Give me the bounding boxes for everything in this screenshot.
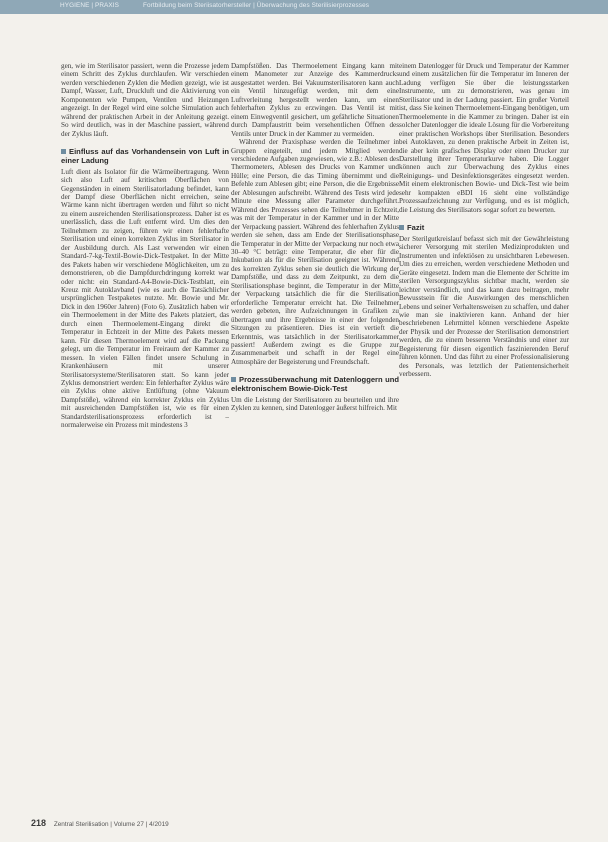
header-bar [0, 0, 608, 14]
section-heading-text: Fazit [407, 223, 425, 233]
section-heading [61, 148, 229, 166]
section-heading [231, 376, 399, 394]
text-column-3 [399, 62, 569, 379]
heading-square-icon [61, 149, 66, 154]
body-paragraph: Dampfstößen. Das Thermoelement Eingang kann mit einem Manometer zur Anzeige des Kammerdrucks ausgestattet werden. Bei Vakuumsterilisatoren kann auch ein Ventil hinzugefügt werden, mit dem eine Luftverleitung hergestellt werden kann, um einen fehlerhaften Zyklus zu erzwingen. Das Ventil ist mit einem Einwegventil gesichert, um gefährliche Situationen durch Dampfaustritt beim versehentlichen Öffnen des Ventils unter Druck in der Kammer zu vermeiden. [231, 62, 399, 138]
journal-reference: Zentral Sterilisation | Volume 27 | 4/2019 [53, 821, 169, 828]
section-heading-text: Einfluss auf das Vorhandensein von Luft in einer Ladung [61, 147, 229, 165]
section-heading [399, 224, 569, 233]
text-column-1 [61, 62, 229, 430]
header-section-label: HYGIENE | PRAXIS [60, 2, 120, 9]
page-number: 218 [31, 818, 47, 828]
body-paragraph: einem Datenlogger für Druck und Temperatur der Kammer und einem zusätzlichen für die Temperatur im Inneren der Ladung verfügen Sie über die leistungsstarken Instrumente, um zu demonstrieren, was genau im Sterilisator und in der Ladung passiert. Ein großer Vorteil ist, dass Sie keinen Thermoelement-Eingang benötigen, um Thermoelemente in die Kammer zu bringen. Daher ist ein solcher Datenlogger die ideale Lösung für die Vorbereitung einer praktischen Workshops über Sterilisation. Besonders bei Autoklaven, zu denen praktische Arbeit in Zeiten ist, die aber kein grafisches Display oder einen Drucker zur Darstellung ihrer Temperaturkurve haben. Die Logger können auch zur Überwachung des Zyklus eines Reinigungs- und Desinfektionsgerätes eingesetzt werden. Mit einem elektronischen Bowie- und Dick-Test wie beim sehr kompakten eBDI 16 sieht eine vollständige Prozessaufzeichnung zur Verfügung, und es ist möglich, die Leistung des Sterilisators sogar sofort zu bewerten. [399, 62, 570, 214]
body-paragraph: Luft dient als Isolator für die Wärmeübertragung. Wenn sich also Luft auf kritischen Oberflächen von Gegenständen in einem Sterilisatorladung befindet, kann der Dampf diese Oberflächen nicht erreichen, seine Wärme kann nicht übertragen werden und führt so nicht zu einem ausreichenden Sterilisationsprozess. Daher ist es unerlässlich, dass die Luft entfernt wird. Um dies den Teilnehmern zu zeigen, führen wir einen fehlerhafte Sterilisation und einen korrekten Zyklus im Sterilisator in der Ausbildung durch. Als Last verwenden wir einen Standard-7-kg-Textil-Bowie-Dick-Testpaket. In der Mitte des Pakets haben wir verschiedene Möglichkeiten, um zu demonstrieren, ob die Dampfdurchdringung korrekt war oder nicht: ein Standard-A4-Bowie-Dick-Testblatt, ein Kreuz mit Autoklavband (wie es auch die Tatsächlicher ursprünglichen Testpaketes nutzte. Mr. Bowie und Mr. Dick in den 1960er Jahren) (Foto 6). Zusätzlich haben wir ein Thermoelement in der Mitte des Pakets platziert, das durch einen Thermoelement-Eingang direkt die Temperatur in Echtzeit in der Mitte des Pakets messen kann. Für diesen Thermoelement wird auf die Packung gelegt, um die Temperatur im Freiraum der Kammer zu messen. In vielen Fällen findet unsere Schulung in Krankenhäusern mit unserer Sterilisatorsysteme/Sterilisatoren statt. So kann jeder Zyklus demonstriert werden: Ein fehlerhafter Zyklus wäre ein Zyklus ohne aktive Entlüftung (ohne Vakuum Dampfstöße), während ein korrekter Zyklus ein Zyklus mit ausreichenden Dampfstößen ist, wie es für einen Standardsterilisationsprozess erforderlich ist – normalerweise ein Prozess mit mindestens 3 [61, 167, 229, 430]
body-paragraph: gen, wie im Sterilisator passiert, wenn die Prozesse jedem einem Schritt des Zyklus durchlaufen. Wir verschieden werden verschiedenen Zyklen die Medien gezeigt, wie ist Dampf, Wasser, Luft, Druckluft und die Aktivierung von Komponenten wie Pumpen, Ventilen und Heizungen angezeigt. In der Regel wird eine solche Simulation auch während der praktischen Arbeit in der Anleitung gezeigt. So wird deutlich, was in der Maschine passiert, während der Zyklus läuft. [61, 62, 229, 138]
text-column-2 [231, 62, 399, 413]
body-paragraph: Während der Praxisphase werden die Teilnehmer in Gruppen eingeteilt, und jedem Mitglied werden verschiedene Aufgaben zugewiesen, wie z.B.: Ablesen des Thermometers, Ablesen des Drucks von Kammer und Hülle; eine Person, die das Timing übernimmt und die Befehle zum Ablesen gibt; eine Person, die die Ergebnisse der Ablesungen aufschreibt. Während des Tests wird jede Minute eine Messung aller Parameter durchgeführt. Während des Prozesses sehen die Teilnehmer in Echtzeit, was mit der Temperatur in der Kammer und in der Mitte der Verpackung passiert. Während des fehlerhaften Zyklus werden sie sehen, dass am Ende der Sterilisationsphase die Temperatur in der Mitte der Verpackung nur noch etwa 30–40 °C beträgt: eine Temperatur, die eher für die Inkubation als für die Sterilisation geeignet ist. Während des korrekten Zyklus sehen sie deutlich die Wirkung der Dampfstöße, und dass zu dem Zeitpunkt, zu dem die Sterilisationsphase beginnt, die Temperatur in der Mitte der Verpackung tatsächlich die für die Sterilisation erforderliche Temperatur erreicht hat. Die Teilnehmer werden gebeten, ihre Aufzeichnungen in Grafiken zu übertragen und ihre Ergebnisse in einer der folgenden Sitzungen zu präsentieren. Dies ist ein vertieft die Erkenntnis, was tatsächlich in der Sterilisatorkammer passiert! Außerdem zwingt es die Gruppe zur Zusammenarbeit und schafft in der Regel eine Atmosphäre der Begeisterung und Freundschaft. [231, 138, 399, 366]
heading-square-icon [231, 377, 236, 382]
heading-square-icon [399, 225, 404, 230]
body-paragraph: Um die Leistung der Sterilisatoren zu beurteilen und ihre Zyklen zu kennen, sind Datenlogger äußerst hilfreich. Mit [231, 395, 399, 413]
body-paragraph: Der Sterilgutkreislauf befasst sich mit der Gewährleistung sicherer Versorgung mit sterilen Medizinprodukten und Instrumenten und infektiösen zu unsichtbaren Lebewesen. Um dies zu erreichen, werden verschiedene Methoden und Geräte eingesetzt. Indem man die Elemente der Schritte im sterilen Versorgungszyklus sichtbar macht, werden sie leichter verständlich, und das kann dazu beitragen, mehr Bewusstsein für die Auswirkungen des menschlichen Lebens und seiner Verhaltensweisen zu schaffen, und daher wie man sie inaktivieren kann. Anhand der hier beschriebenen Lehrmittel können verschiedene Aspekte der Physik und der Prozesse der Sterilisation demonstriert werden, die zu einem besseren Verständnis und einer zur Begeisterung für diesen eigentlich faszinierenden Beruf führen können. Und das führt zu einer Professionalisierung des Personals, was letztlich der Patientensicherheit verbessern. [399, 234, 569, 379]
section-heading-text: Prozessüberwachung mit Datenloggern und elektronischem Bowie-Dick-Test [231, 375, 399, 394]
page-footer [31, 818, 169, 828]
header-topic-label: Fortbildung beim Steriisatorhersteller | Überwachung des Sterilisierprozesses [143, 2, 370, 9]
